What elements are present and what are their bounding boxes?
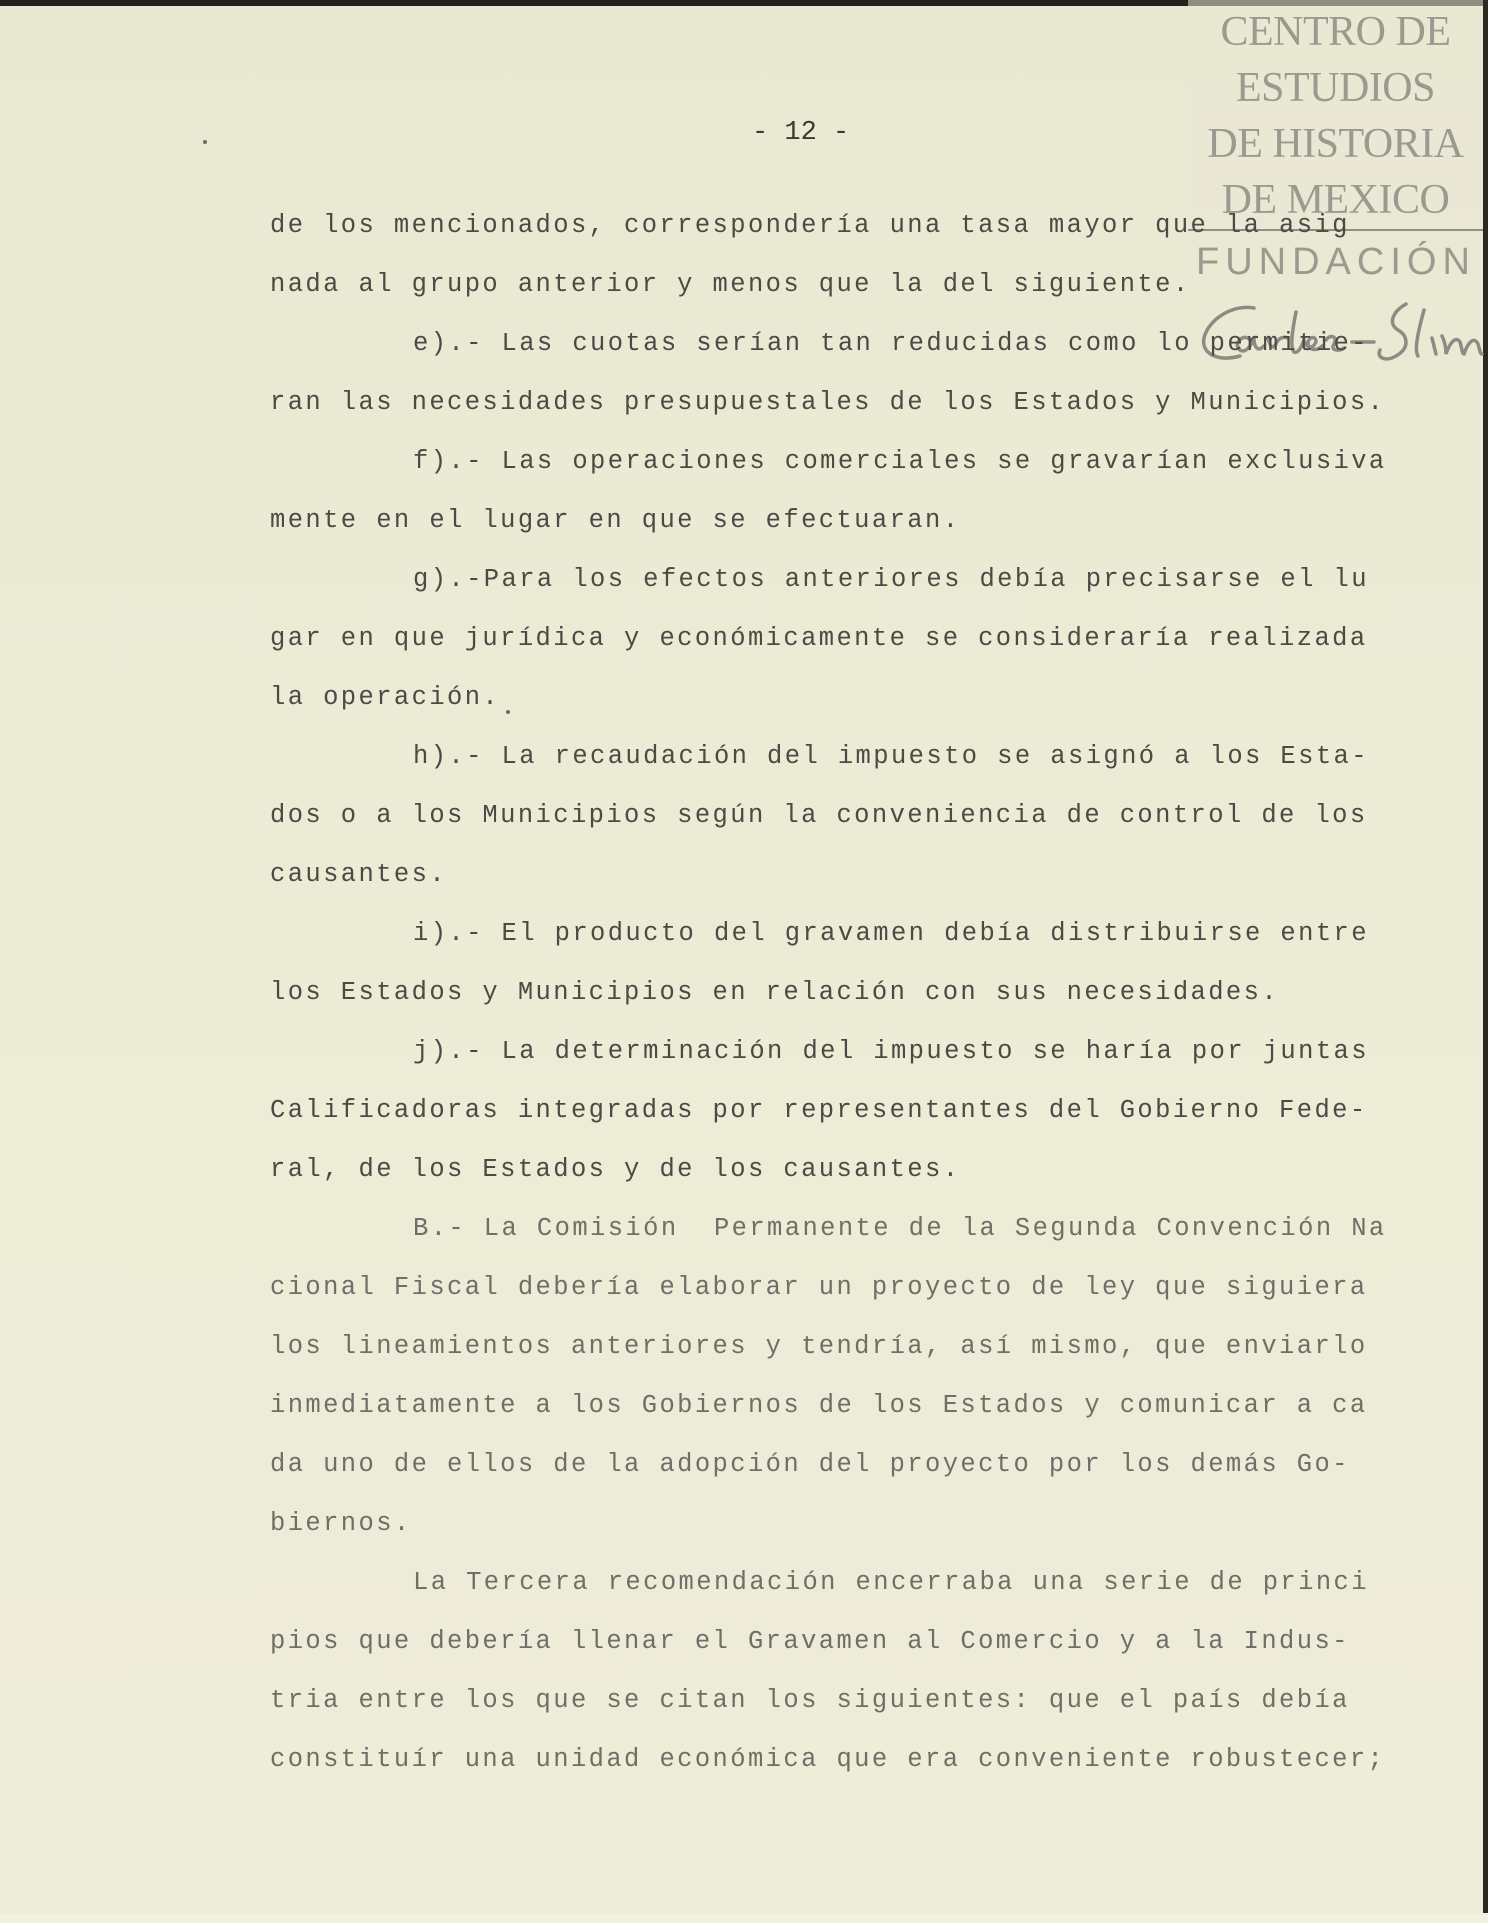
body-line: Calificadoras integradas por representantes del Gobierno Fede- xyxy=(270,1096,1368,1125)
body-line: La Tercera recomendación encerraba una serie de princi xyxy=(413,1568,1369,1597)
body-line: dos o a los Municipios según la conveniencia de control de los xyxy=(270,801,1368,830)
body-line: h).- La recaudación del impuesto se asignó a los Esta- xyxy=(413,742,1369,771)
body-line: los lineamientos anteriores y tendría, así mismo, que enviarlo xyxy=(270,1332,1368,1361)
body-line: pios que debería llenar el Gravamen al Comercio y a la Indus- xyxy=(270,1627,1350,1656)
scan-bottom-edge xyxy=(0,1913,1488,1923)
body-line: constituír una unidad económica que era conveniente robustecer; xyxy=(270,1745,1386,1774)
body-line: g).-Para los efectos anteriores debía precisarse el lu xyxy=(413,565,1369,594)
body-line: ran las necesidades presupuestales de los Estados y Municipios. xyxy=(270,388,1386,417)
body-line: ral, de los Estados y de los causantes. xyxy=(270,1155,961,1184)
watermark-line: ESTUDIOS xyxy=(1235,65,1435,111)
body-line: los Estados y Municipios en relación con sus necesidades. xyxy=(270,978,1280,1007)
body-line: mente en el lugar en que se efectuaran. xyxy=(270,506,961,535)
body-line: gar en que jurídica y económicamente se consideraría realizada xyxy=(270,624,1368,653)
body-line: j).- La determinación del impuesto se haría por juntas xyxy=(413,1037,1369,1066)
watermark-foundation: FUNDACIÓN xyxy=(1196,241,1476,283)
body-line: nada al grupo anterior y menos que la del siguiente. xyxy=(270,270,1191,299)
body-line: inmediatamente a los Gobiernos de los Estados y comunicar a ca xyxy=(270,1391,1368,1420)
body-line: la operación. xyxy=(270,683,501,712)
watermark-line: DE MEXICO xyxy=(1221,177,1450,223)
page-number: - 12 - xyxy=(752,118,850,148)
body-line: f).- Las operaciones comerciales se gravarían exclusiva xyxy=(413,447,1387,476)
body-line: cional Fiscal debería elaborar un proyecto de ley que siguiera xyxy=(270,1273,1368,1302)
body-line: de los mencionados, correspondería una tasa mayor que la asig xyxy=(270,211,1350,240)
body-line: e).- Las cuotas serían tan reducidas como lo permitie- xyxy=(413,329,1369,358)
body-line: biernos. xyxy=(270,1509,412,1538)
watermark-line: CENTRO DE xyxy=(1220,9,1451,55)
body-line: causantes. xyxy=(270,860,448,889)
paper-speck xyxy=(506,710,510,714)
body-line: da uno de ellos de la adopción del proyecto por los demás Go- xyxy=(270,1450,1350,1479)
paper-speck xyxy=(203,140,207,144)
scan-right-edge xyxy=(1483,0,1488,1923)
watermark-line: DE HISTORIA xyxy=(1207,121,1464,167)
body-line: B.- La Comisión Permanente de la Segunda Convención Na xyxy=(413,1214,1387,1243)
body-line: i).- El producto del gravamen debía distribuirse entre xyxy=(413,919,1369,948)
body-line: tria entre los que se citan los siguientes: que el país debía xyxy=(270,1686,1350,1715)
